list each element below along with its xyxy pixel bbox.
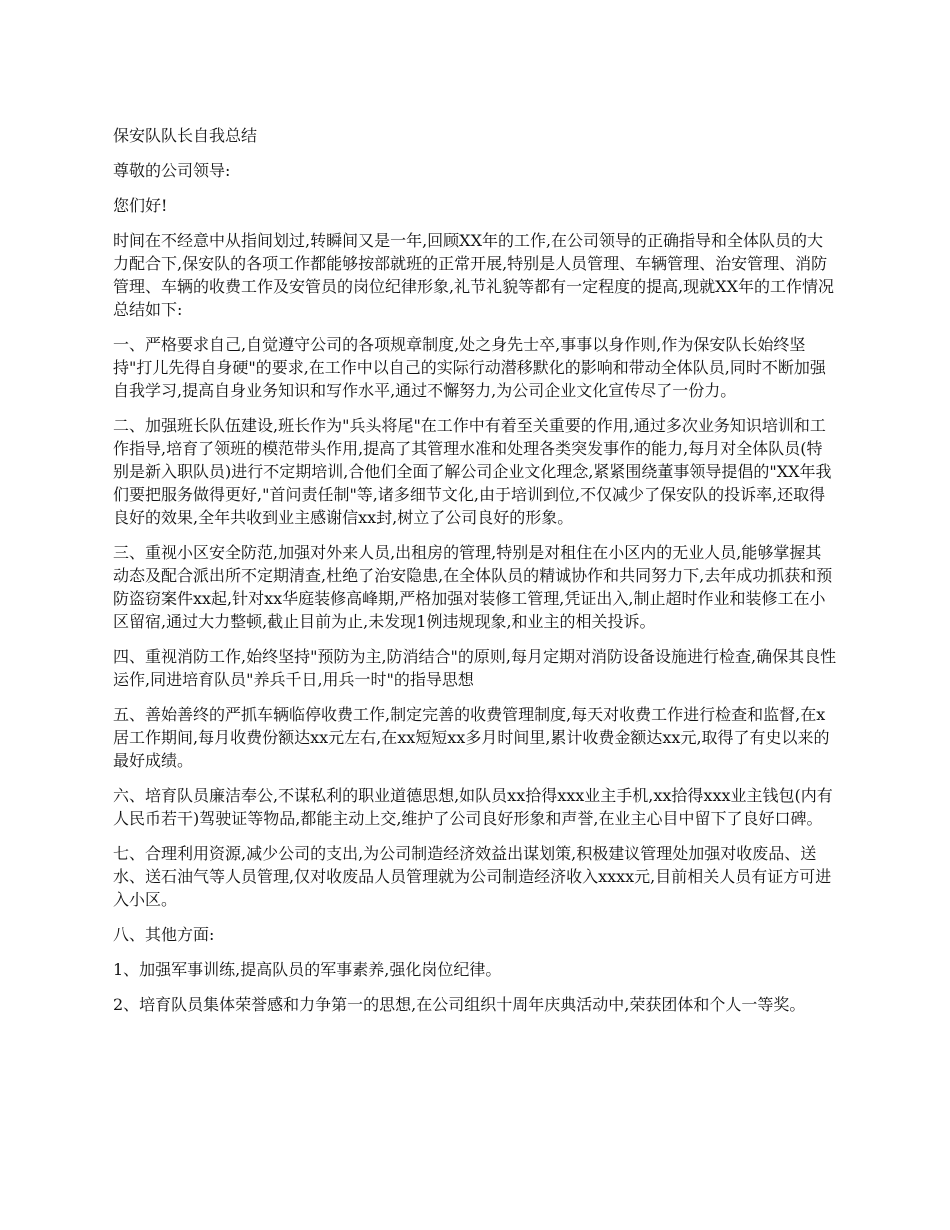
paragraph-section-7: 七、合理利用资源,减少公司的支出,为公司制造经济效益出谋划策,积极建议管理处加强对收废品、送水、送石油气等人员管理,仅对收废品人员管理就为公司制造经济收入xxxx元,目前相关人员有证方可进入小区。 <box>113 844 832 909</box>
paragraph-section-8: 八、其他方面: <box>113 925 215 944</box>
paragraph-item-2: 2、培育队员集体荣誉感和力争第一的思想,在公司组织十周年庆典活动中,荣获团体和个人一等奖。 <box>113 995 806 1014</box>
salutation: 您们好! <box>113 196 168 215</box>
document-page <box>113 124 837 1028</box>
paragraph-section-3: 三、重视小区安全防范,加强对外来人员,出租房的管理,特别是对租住在小区内的无业人员,能够掌握其动态及配合派出所不定期清查,杜绝了治安隐患,在全体队员的精诚协作和共同努力下,去年成功抓获和预防盗窃案件xx起,针对xx华庭装修高峰期,严格加强对装修工管理,凭证出入,制止超时作业和装修工在小区留宿,通过大力整顿,截止目前为止,未发现1例违规现象,和业主的相关投诉。 <box>113 543 833 631</box>
paragraph-section-5: 五、善始善终的严抓车辆临停收费工作,制定完善的收费管理制度,每天对收费工作进行检查和监督,在x居工作期间,每月收费份额达xx元左右,在xx短短xx多月时间里,累计收费金额达xx元,取得了有史以来的最好成绩。 <box>113 705 830 770</box>
paragraph-section-4: 四、重视消防工作,始终坚持"预防为主,防消结合"的原则,每月定期对消防设备设施进行检查,确保其良性运作,同进培育队员"养兵千日,用兵一时"的指导思想 <box>113 647 837 689</box>
document-title: 保安队队长自我总结 <box>113 126 258 145</box>
paragraph-intro: 时间在不经意中从指间划过,转瞬间又是一年,回顾XX年的工作,在公司领导的正确指导和全体队员的大力配合下,保安队的各项工作都能够按部就班的正常开展,特别是人员管理、车辆管理、治安管理、消防管理、车辆的收费工作及安管员的岗位纪律形象,礼节礼貌等都有一定程度的提高,现就XX年的工作情况总结如下: <box>113 231 834 319</box>
paragraph-section-1: 一、严格要求自己,自觉遵守公司的各项规章制度,处之身先士卒,事事以身作则,作为保安队长始终坚持"打儿先得自身硬"的要求,在工作中以自己的实际行动潜移默化的影响和带动全体队员,同时不断加强自我学习,提高自身业务知识和写作水平,通过不懈努力,为公司企业文化宣传尽了一份力。 <box>113 335 826 400</box>
paragraph-section-6: 六、培育队员廉洁奉公,不谋私利的职业道德思想,如队员xx拾得xxx业主手机,xx拾得xxx业主钱包(内有人民币若干)驾驶证等物品,都能主动上交,维护了公司良好形象和声誉,在业主心目中留下了良好口碑。 <box>113 786 833 828</box>
greeting: 尊敬的公司领导: <box>113 161 231 180</box>
paragraph-item-1: 1、加强军事训练,提高队员的军事素养,强化岗位纪律。 <box>113 960 502 979</box>
paragraph-section-2: 二、加强班长队伍建设,班长作为"兵头将尾"在工作中有着至关重要的作用,通过多次业务知识培训和工作指导,培育了领班的模范带头作用,提高了其管理水准和处理各类突发事作的能力,每月对全体队员(特别是新入职队员)进行不定期培训,合他们全面了解公司企业文化理念,紧紧围绕董事领导提倡的"XX年我们要把服务做得更好,"首问责任制"等,诸多细节文化,由于培训到位,不仅减少了保安队的投诉率,还取得良好的效果,全年共收到业主感谢信xx封,树立了公司良好的形象。 <box>113 416 832 527</box>
